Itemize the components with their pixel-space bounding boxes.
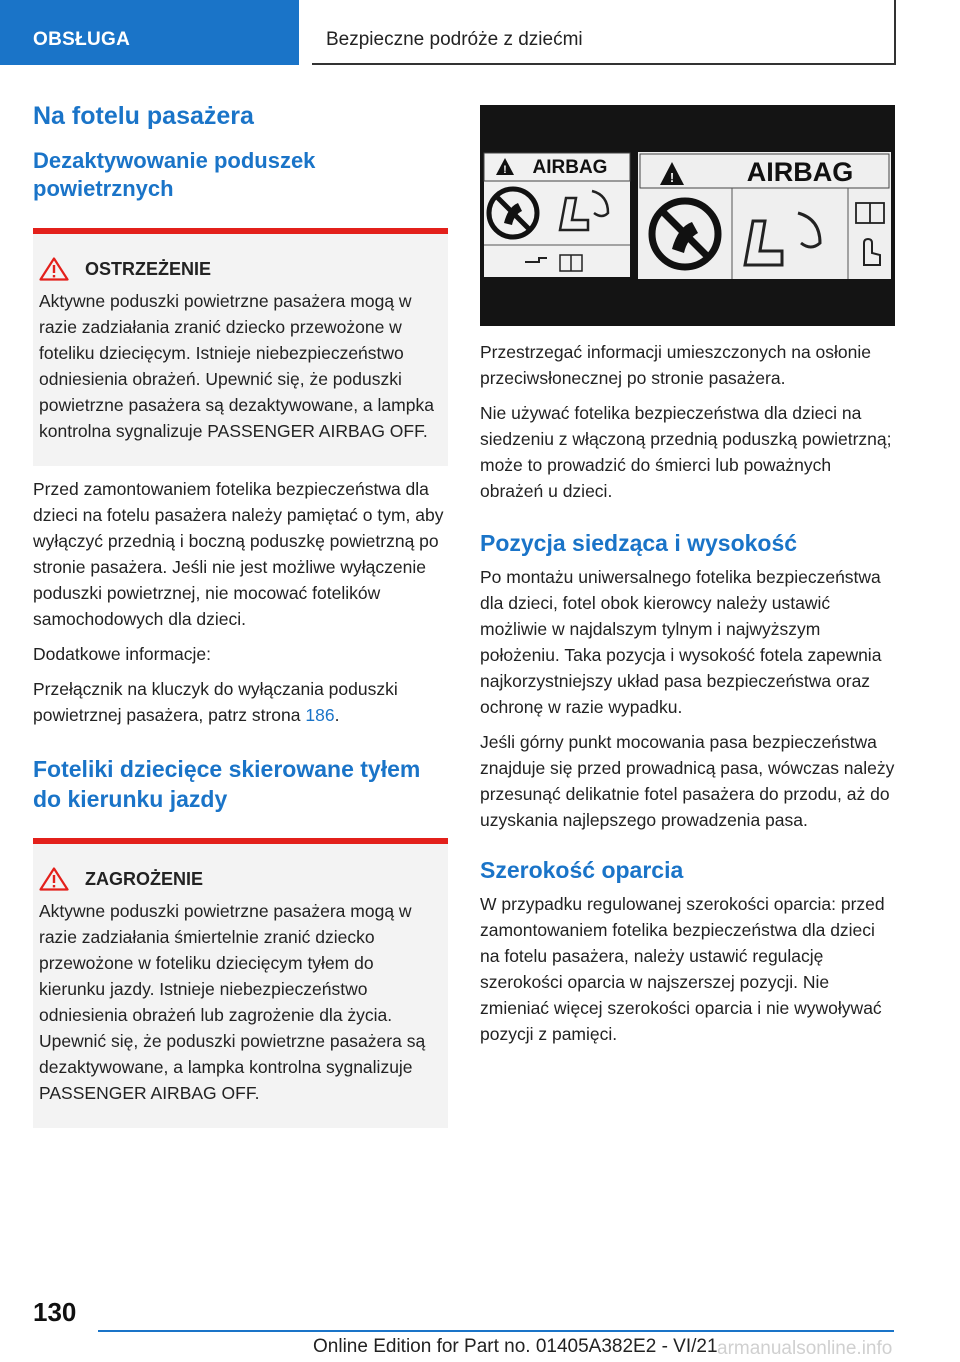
section-title: Pozycja siedząca i wysokość [480,530,798,556]
warning-box [33,228,448,466]
warning-title: OSTRZEŻENIE [85,258,212,279]
section-title: Szerokość oparcia [480,857,684,883]
reference-suffix: . [334,705,340,725]
danger-box [33,838,448,1128]
section-title: Foteliki dziecięce skierowane tyłem do kierunku jazdy [33,756,421,812]
warning-text: Aktywne poduszki powietrzne pasażera mogą w razie zadziałania zranić dziecko przewożone w foteliku dziecięcym. Istnieje niebezpieczeństwo odniesienia obrażeń. Upewnić się, że poduszki powietrzne pasażera są dezaktywowane, a lampka kontrolna sygnalizuje PASSENGER AIRBAG OFF. [39,291,434,441]
section-tab-label: OBSŁUGA [33,29,131,50]
right-column [480,105,895,1047]
airbag-label-photo [480,105,895,326]
warning-heading [39,256,440,282]
danger-title: ZAGROŻENIE [85,868,204,889]
subsection-title: Dezaktywowanie poduszek powietrznych [33,148,316,201]
body-paragraph: Przed zamontowaniem fotelika bezpieczeństwa dla dzieci na fotelu pasażera należy pamiętać o tym, aby wyłączyć przednią i boczną poduszkę powietrzną po stronie pasażera. Jeśli nie jest możliwe wyłączenie poduszki powietrznej, nie mocować fotelików samochodowych dla dzieci. [33,479,444,629]
footer-rule [98,1330,894,1332]
body-paragraph: Po montażu uniwersalnego fotelika bezpieczeństwa dla dzieci, fotel obok kierowcy należy ustawić możliwie w najdalszym tylnym i najwyższym położeniu. Taka pozycja i wysokość fotela zapewnia najkorzystniejszy układ pasa bezpieczeństwa oraz ochronę w razie wypadku. [480,567,882,717]
airbag-label-small-text: AIRBAG [532,157,608,178]
page-reference-link[interactable]: 186 [305,705,335,725]
body-paragraph-reference [33,676,448,728]
body-paragraph: Nie używać fotelika bezpieczeństwa dla dzieci na siedzeniu z włączoną przednią poduszką powietrzną; może to prowadzić do śmierci lub poważnych obrażeń u dzieci. [480,403,892,501]
danger-text: Aktywne poduszki powietrzne pasażera mogą w razie zadziałania śmiertelnie zranić dziecko przewożone w foteliku dziecięcym tyłem do kierunku jazdy. Istnieje niebezpieczeństwo odniesienia obrażeń lub zagrożenie dla życia. Upewnić się, że poduszki powietrzne pasażera są dezaktywowane, a lampka kontrolna sygnalizuje PASSENGER AIRBAG OFF. [39,901,426,1103]
svg-text:!: ! [503,164,507,176]
warning-triangle-icon [39,257,69,281]
airbag-label-large-text: AIRBAG [746,157,854,187]
section-tab [0,0,299,65]
warning-triangle-icon [39,867,69,891]
chapter-title: Bezpieczne podróże z dziećmi [326,29,583,50]
section-title: Na fotelu pasażera [33,102,254,130]
airbag-labels-illustration [480,105,895,326]
body-paragraph: Jeśli górny punkt mocowania pasa bezpieczeństwa znajduje się przed prowadnicą pasa, wówczas należy przesunąć delikatnie fotel pasażera do przodu, aż do uzyskania najlepszego prowadzenia pasa. [480,732,895,830]
body-paragraph: Przestrzegać informacji umieszczonych na osłonie przeciwsłonecznej po stronie pasażera. [480,342,871,388]
watermark: armanualsonline.info [717,1338,893,1359]
page-number: 130 [33,1297,77,1327]
edition-note: Online Edition for Part no. 01405A382E2 - VI/21 [313,1336,718,1357]
danger-heading [39,866,440,892]
left-column [33,100,448,1128]
body-paragraph: Dodatkowe informacje: [33,644,211,664]
body-paragraph: W przypadku regulowanej szerokości oparcia: przed zamontowaniem fotelika bezpieczeństwa dla dzieci na fotelu pasażera, należy ustawić regulację szerokości oparcia w najszerszej pozycji. Nie zmieniać więcej szerokości oparcia i nie wywoływać pozycji z pamięci. [480,894,885,1044]
svg-text:!: ! [669,170,675,185]
chapter-header [312,0,896,65]
reference-text: Przełącznik na kluczyk do wyłączania poduszki powietrznej pasażera, patrz strona [33,679,398,725]
